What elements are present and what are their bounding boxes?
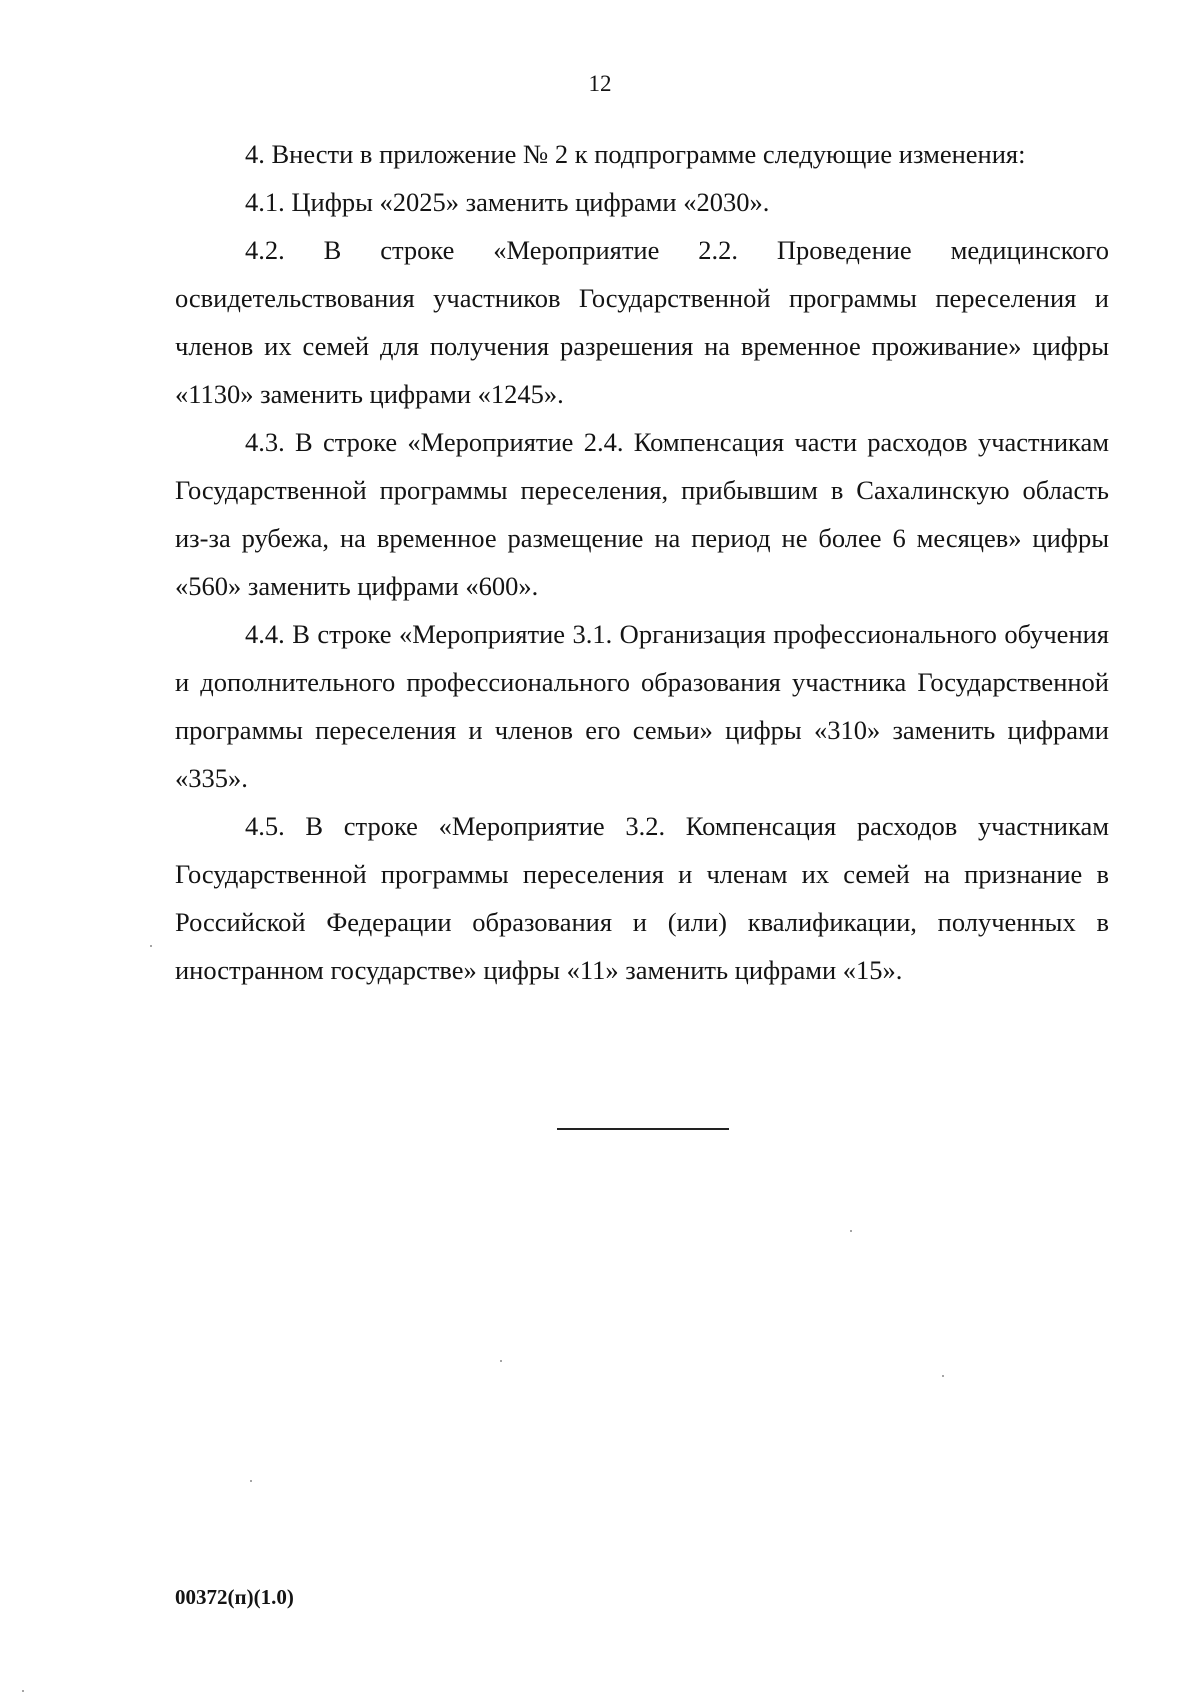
paragraph-4-4: 4.4. В строке «Мероприятие 3.1. Организация профессионального обучения и дополнительного профессионального образования участника Государственной программы переселения и членов его семьи» цифры «310» заменить цифрами «335». <box>175 619 1109 793</box>
document-body <box>175 130 1109 994</box>
page-number: 12 <box>588 71 612 96</box>
scan-speck <box>150 945 152 947</box>
paragraph-4-3: 4.3. В строке «Мероприятие 2.4. Компенсация части расходов участникам Государственной программы переселения, прибывшим в Сахалинскую область из-за рубежа, на временное размещение на период не более 6 месяцев» цифры «560» заменить цифрами «600». <box>175 427 1109 601</box>
document-code: 00372(п)(1.0) <box>175 1585 294 1609</box>
paragraph-4-2: 4.2. В строке «Мероприятие 2.2. Проведение медицинского освидетельствования участников Государственной программы переселения и членов их семей для получения разрешения на временное проживание» цифры «1130» заменить цифрами «1245». <box>175 235 1109 409</box>
scan-speck <box>250 1480 252 1482</box>
scan-speck <box>942 1375 944 1377</box>
paragraph-4-5: 4.5. В строке «Мероприятие 3.2. Компенсация расходов участникам Государственной программы переселения и членам их семей на признание в Российской Федерации образования и (или) квалификации, полученных в иностранном государстве» цифры «11» заменить цифрами «15». <box>175 811 1109 985</box>
paragraph-4: 4. Внести в приложение № 2 к подпрограмме следующие изменения: <box>245 139 1026 169</box>
scan-speck <box>850 1230 852 1232</box>
end-divider-line <box>557 1128 729 1130</box>
scan-speck <box>22 1690 24 1692</box>
scan-speck <box>500 1360 502 1362</box>
paragraph-4-1: 4.1. Цифры «2025» заменить цифрами «2030». <box>245 187 770 217</box>
